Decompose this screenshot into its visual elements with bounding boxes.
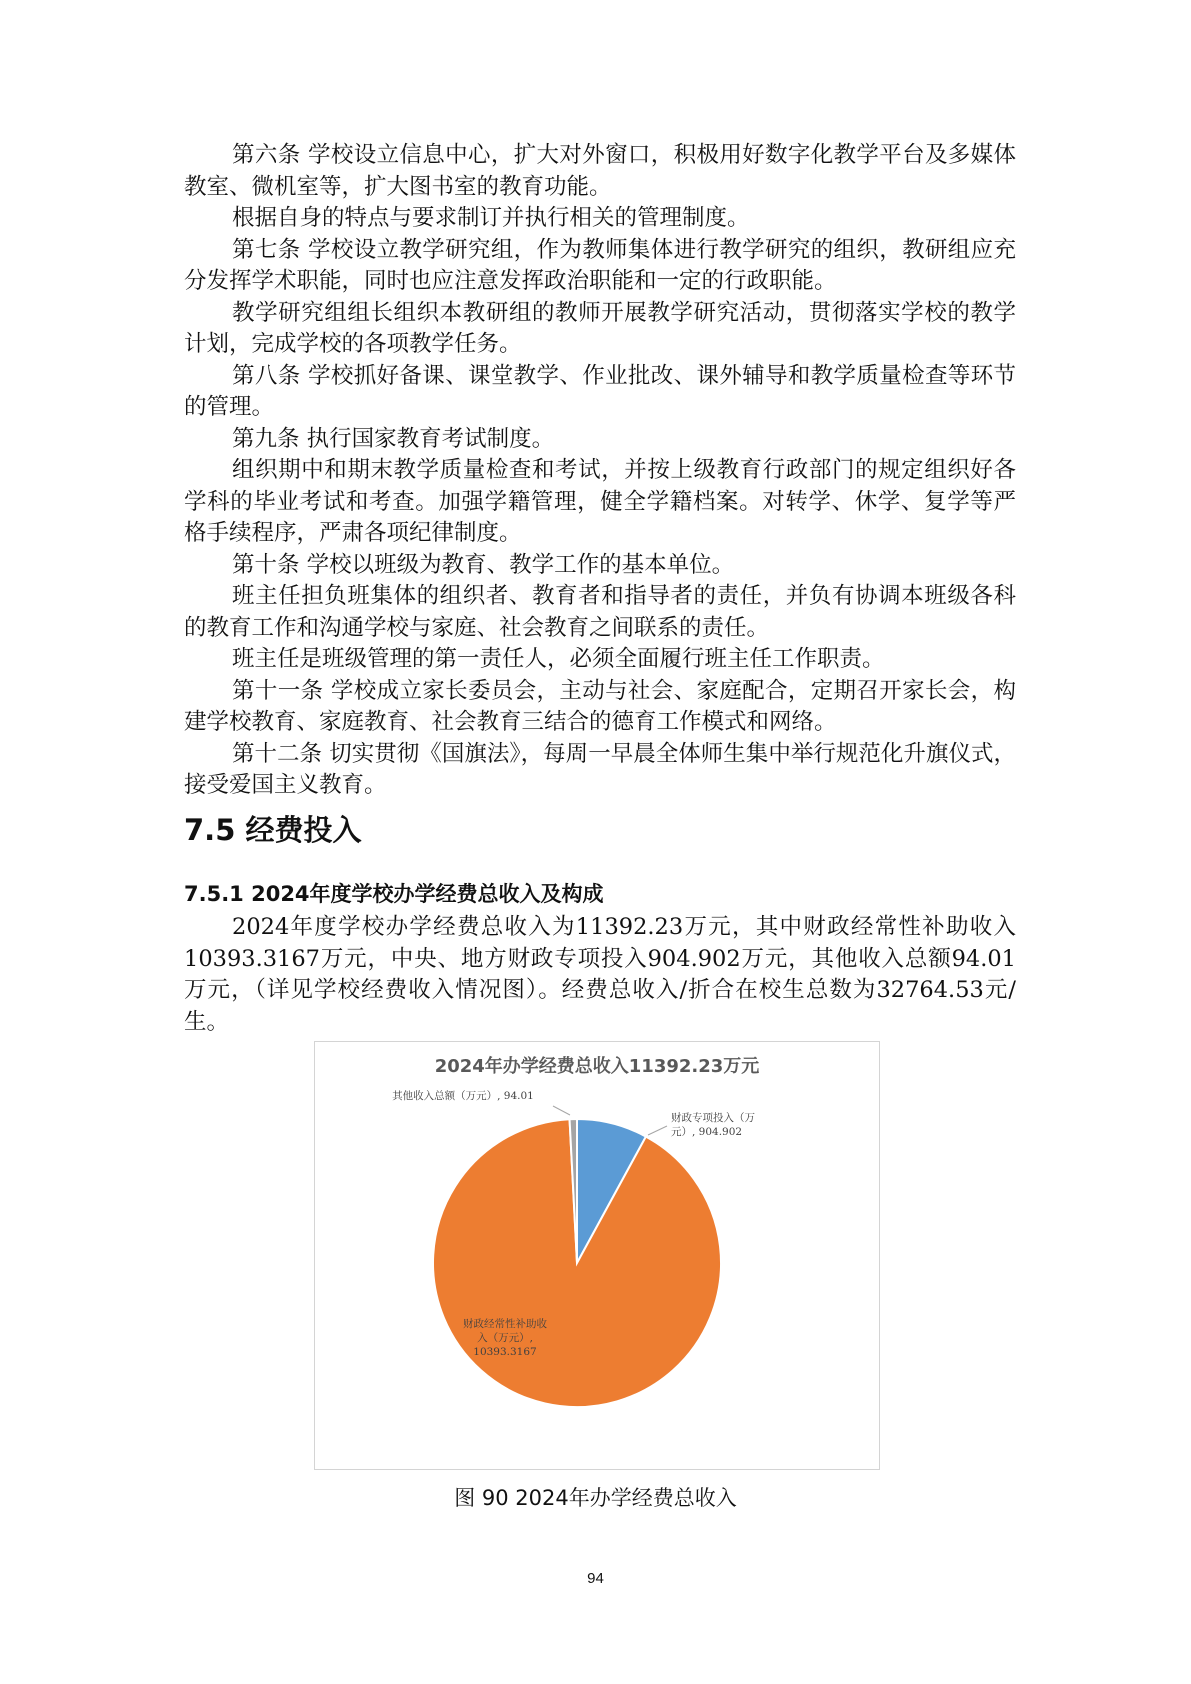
pie-slices [433,1119,721,1407]
pie-chart [314,1041,880,1470]
paragraph: 第十一条 学校成立家长委员会，主动与社会、家庭配合，定期召开家长会，构建学校教育、家庭教育、社会教育三结合的德育工作模式和网络。 [184,677,1016,735]
funding-summary [184,912,1016,1038]
page-number: 94 [587,1570,604,1587]
figure-caption: 图 90 2024年办学经费总收入 [454,1486,737,1510]
paragraph: 班主任是班级管理的第一责任人，必须全面履行班主任工作职责。 [232,646,885,672]
section-heading: 7.5 经费投入 [184,813,362,847]
paragraph: 组织期中和期末教学质量检查和考试，并按上级教育行政部门的规定组织好各学科的毕业考试和考查。加强学籍管理，健全学籍档案。对转学、休学、复学等严格手续程序，严肃各项纪律制度。 [184,457,1016,546]
pie-data-label: 财政经常性补助收 [463,1318,547,1330]
paragraph: 根据自身的特点与要求制订并执行相关的管理制度。 [232,205,750,231]
pie-data-label: 10393.3167 [473,1346,537,1358]
pie-data-label: 其他收入总额（万元）, 94.01 [392,1090,534,1102]
pie-data-label: 财政专项投入（万 [671,1112,755,1124]
leader-line [648,1126,667,1135]
pie-data-label: 元）, 904.902 [671,1126,743,1138]
paragraph: 第八条 学校抓好备课、课堂教学、作业批改、课外辅导和教学质量检查等环节的管理。 [184,362,1016,420]
chart-title: 2024年办学经费总收入11392.23万元 [434,1056,760,1077]
pie-data-label: 入（万元）, [477,1332,533,1344]
paragraph: 第九条 执行国家教育考试制度。 [232,425,555,452]
paragraph: 第十条 学校以班级为教育、教学工作的基本单位。 [232,551,735,578]
sub-heading: 7.5.1 2024年度学校办学经费总收入及构成 [184,882,604,906]
paragraph: 教学研究组组长组织本教研组的教师开展教学研究活动，贯彻落实学校的教学计划，完成学校的各项教学任务。 [184,299,1016,357]
pie-chart-svg [315,1042,879,1469]
paragraph: 第六条 学校设立信息中心，扩大对外窗口，积极用好数字化教学平台及多媒体教室、微机室等，扩大图书室的教育功能。 [184,142,1016,200]
paragraph: 第七条 学校设立教学研究组，作为教师集体进行教学研究的组织，教研组应充分发挥学术职能，同时也应注意发挥政治职能和一定的行政职能。 [184,236,1016,294]
leader-line [553,1106,570,1115]
body-text [184,140,1016,802]
paragraph: 第十二条 切实贯彻《国旗法》，每周一早晨全体师生集中举行规范化升旗仪式，接受爱国主义教育。 [184,740,1016,798]
funding-paragraph: 2024年度学校办学经费总收入为11392.23万元，其中财政经常性补助收入10393.3167万元，中央、地方财政专项投入904.902万元，其他收入总额94.01万元，（详见学校经费收入情况图）。经费总收入/折合在校生总数为32764.53元/生。 [184,914,1016,1035]
paragraph: 班主任担负班集体的组织者、教育者和指导者的责任，并负有协调本班级各科的教育工作和沟通学校与家庭、社会教育之间联系的责任。 [184,583,1016,641]
